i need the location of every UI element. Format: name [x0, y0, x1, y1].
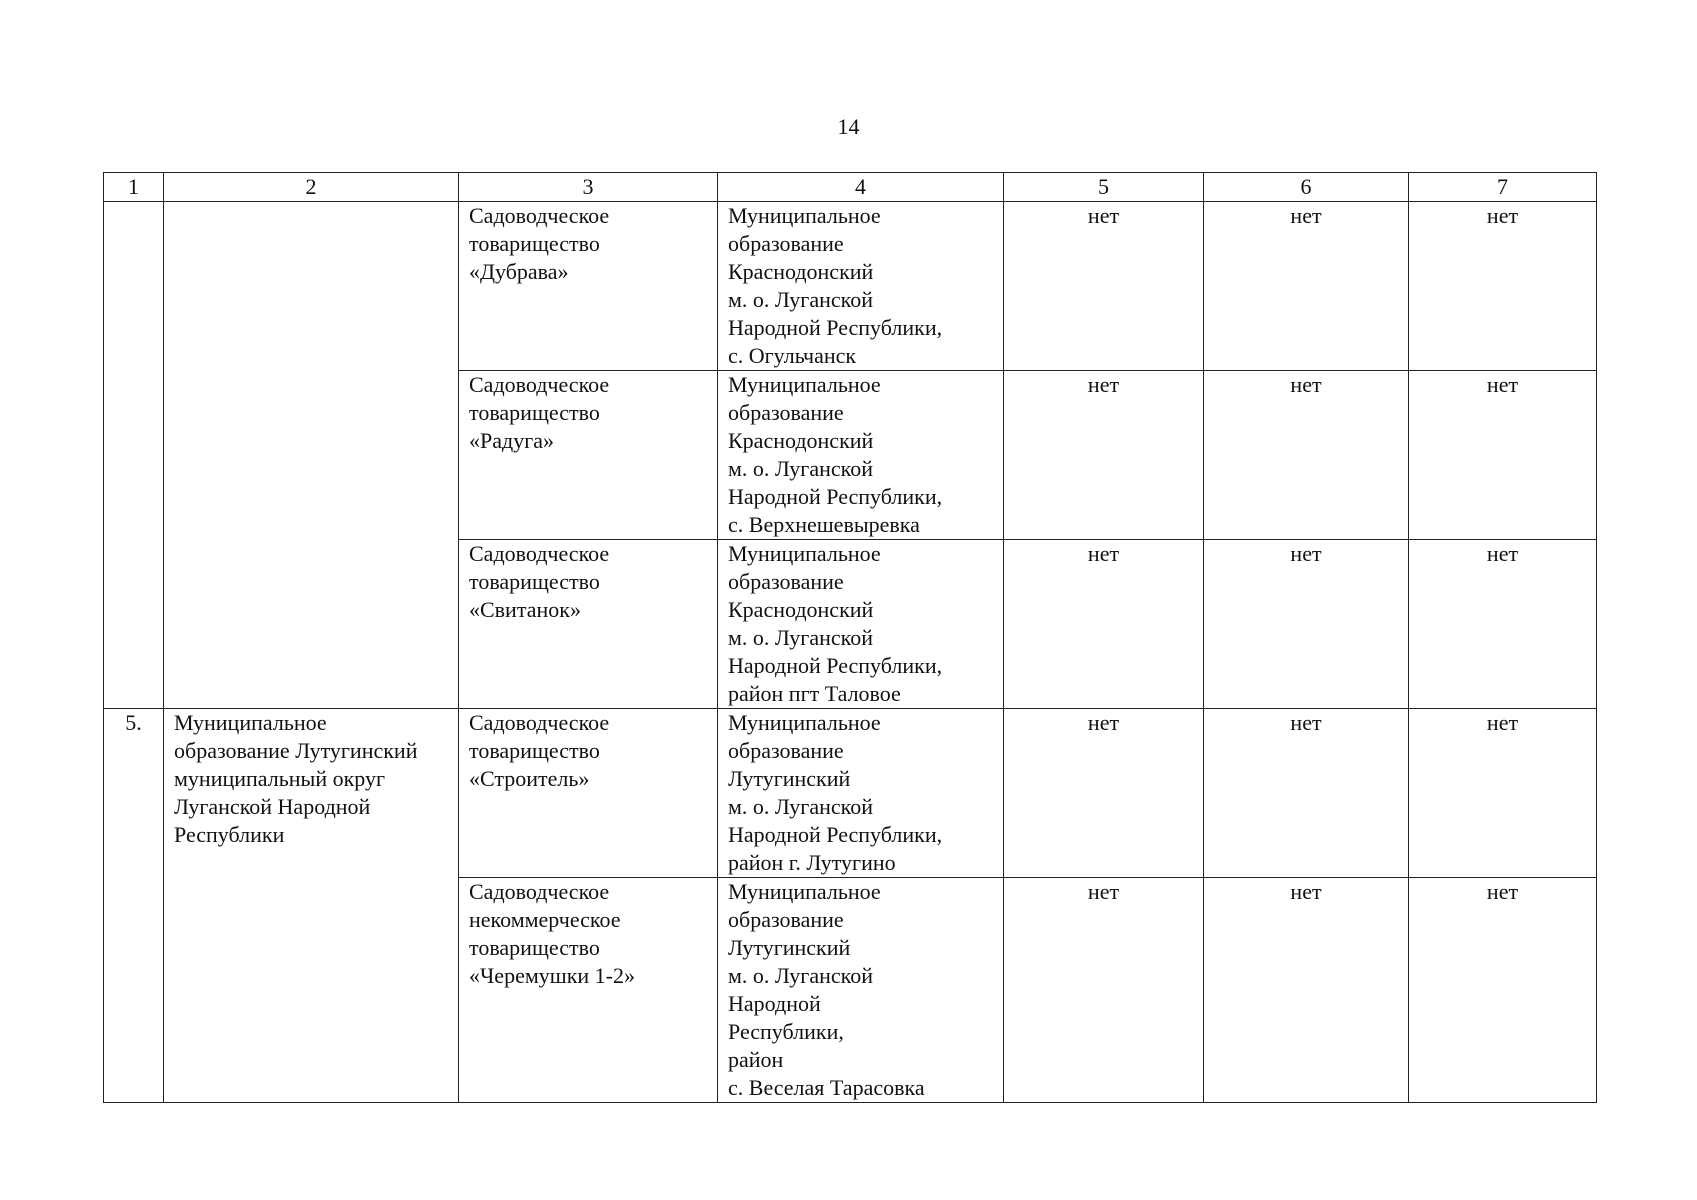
location-cell: Муниципальное образование Краснодонский м. о. Луганской Народной Республики, район пгт Таловое: [718, 540, 1004, 709]
column-5-cell: нет: [1004, 709, 1204, 878]
column-header: 6: [1204, 173, 1409, 202]
column-7-cell: нет: [1409, 540, 1597, 709]
row-number-cell: 5.: [104, 709, 164, 1103]
partnership-name-cell: Садоводческое товарищество «Дубрава»: [459, 202, 718, 371]
registry-table: [103, 172, 1597, 1103]
partnership-name-cell: Садоводческое товарищество «Свитанок»: [459, 540, 718, 709]
table-row: [104, 202, 1597, 371]
column-7-cell: нет: [1409, 709, 1597, 878]
location-cell: Муниципальное образование Краснодонский м. о. Луганской Народной Республики, с. Огульчанск: [718, 202, 1004, 371]
column-6-cell: нет: [1204, 709, 1409, 878]
column-7-cell: нет: [1409, 371, 1597, 540]
location-cell: Муниципальное образование Краснодонский м. о. Луганской Народной Республики, с. Верхнешевыревка: [718, 371, 1004, 540]
partnership-name-cell: Садоводческое некоммерческое товарищество «Черемушки 1-2»: [459, 878, 718, 1103]
row-number-cell: [104, 202, 164, 709]
column-6-cell: нет: [1204, 202, 1409, 371]
column-5-cell: нет: [1004, 202, 1204, 371]
column-header: 5: [1004, 173, 1204, 202]
column-header: 4: [718, 173, 1004, 202]
column-number-row: [104, 173, 1597, 202]
municipality-cell: Муниципальное образование Лутугинский муниципальный округ Луганской Народной Республики: [164, 709, 459, 1103]
column-5-cell: нет: [1004, 371, 1204, 540]
column-6-cell: нет: [1204, 371, 1409, 540]
column-header: 7: [1409, 173, 1597, 202]
column-header: 2: [164, 173, 459, 202]
partnership-name-cell: Садоводческое товарищество «Строитель»: [459, 709, 718, 878]
column-6-cell: нет: [1204, 878, 1409, 1103]
column-6-cell: нет: [1204, 540, 1409, 709]
page-number: 14: [837, 114, 860, 139]
column-7-cell: нет: [1409, 202, 1597, 371]
location-cell: Муниципальное образование Лутугинский м. о. Луганской Народной Республики, район с. Веселая Тарасовка: [718, 878, 1004, 1103]
municipality-cell: [164, 202, 459, 709]
table-row: [104, 709, 1597, 878]
column-header: 1: [104, 173, 164, 202]
column-5-cell: нет: [1004, 878, 1204, 1103]
location-cell: Муниципальное образование Лутугинский м. о. Луганской Народной Республики, район г. Лутугино: [718, 709, 1004, 878]
partnership-name-cell: Садоводческое товарищество «Радуга»: [459, 371, 718, 540]
column-5-cell: нет: [1004, 540, 1204, 709]
column-header: 3: [459, 173, 718, 202]
column-7-cell: нет: [1409, 878, 1597, 1103]
